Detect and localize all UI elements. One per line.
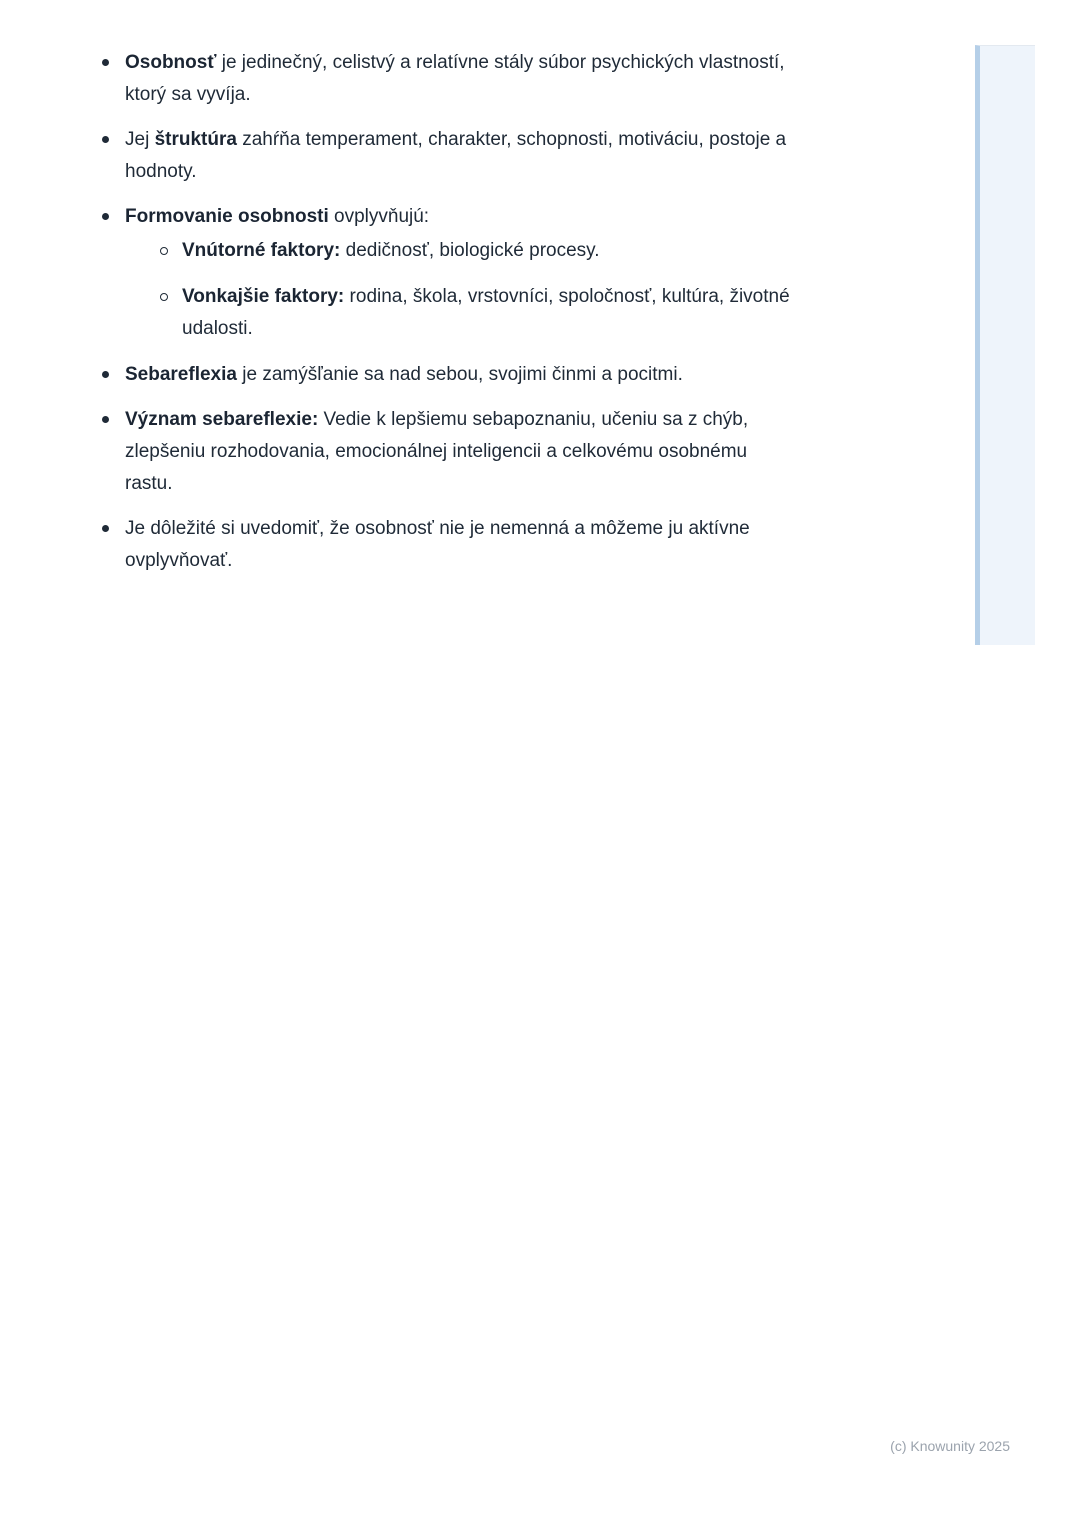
list-item: [100, 513, 794, 577]
list-item-text: Sebareflexia je zamýšľanie sa nad sebou, svojimi činmi a pocitmi.: [125, 364, 683, 385]
list-item-text: Je dôležité si uvedomiť, že osobnosť nie je nemenná a môžeme ju aktívne ovplyvňovať.: [125, 518, 750, 571]
list-item-text: Jej štruktúra zahŕňa temperament, charakter, schopnosti, motiváciu, postoje a hodnoty.: [125, 129, 787, 182]
sub-bullet-list: [125, 235, 794, 345]
bullet-list: [100, 47, 794, 590]
bullet-circle-icon: [160, 293, 168, 301]
list-item-text: Formovanie osobnosti ovplyvňujú:: [125, 206, 430, 227]
list-item-text: Vonkajšie faktory: rodina, škola, vrstovníci, spoločnosť, kultúra, životné udalosti.: [182, 286, 790, 339]
list-item: [160, 235, 794, 267]
list-item: [160, 281, 794, 345]
list-item: [100, 359, 794, 391]
list-item-text: Vnútorné faktory: dedičnosť, biologické procesy.: [182, 240, 600, 261]
bullet-circle-icon: [160, 247, 168, 255]
bullet-disc-icon: [102, 371, 109, 378]
bullet-disc-icon: [102, 59, 109, 66]
copyright-text: (c) Knowunity 2025: [890, 1438, 1010, 1454]
bullet-disc-icon: [102, 416, 109, 423]
list-item-text: Význam sebareflexie: Vedie k lepšiemu sebapoznaniu, učeniu sa z chýb, zlepšeniu rozhodovania, emocionálnej inteligencii a celkovému osobnému rastu.: [125, 409, 749, 494]
bullet-disc-icon: [102, 213, 109, 220]
list-item-text: Osobnosť je jedinečný, celistvý a relatívne stály súbor psychických vlastností, ktorý sa vyvíja.: [125, 52, 785, 105]
bullet-disc-icon: [102, 525, 109, 532]
list-item: [100, 404, 794, 500]
bullet-disc-icon: [102, 136, 109, 143]
list-item: [100, 124, 794, 188]
page-edge-highlight: [975, 45, 1035, 645]
list-item: [100, 47, 794, 111]
list-item: [100, 201, 794, 345]
